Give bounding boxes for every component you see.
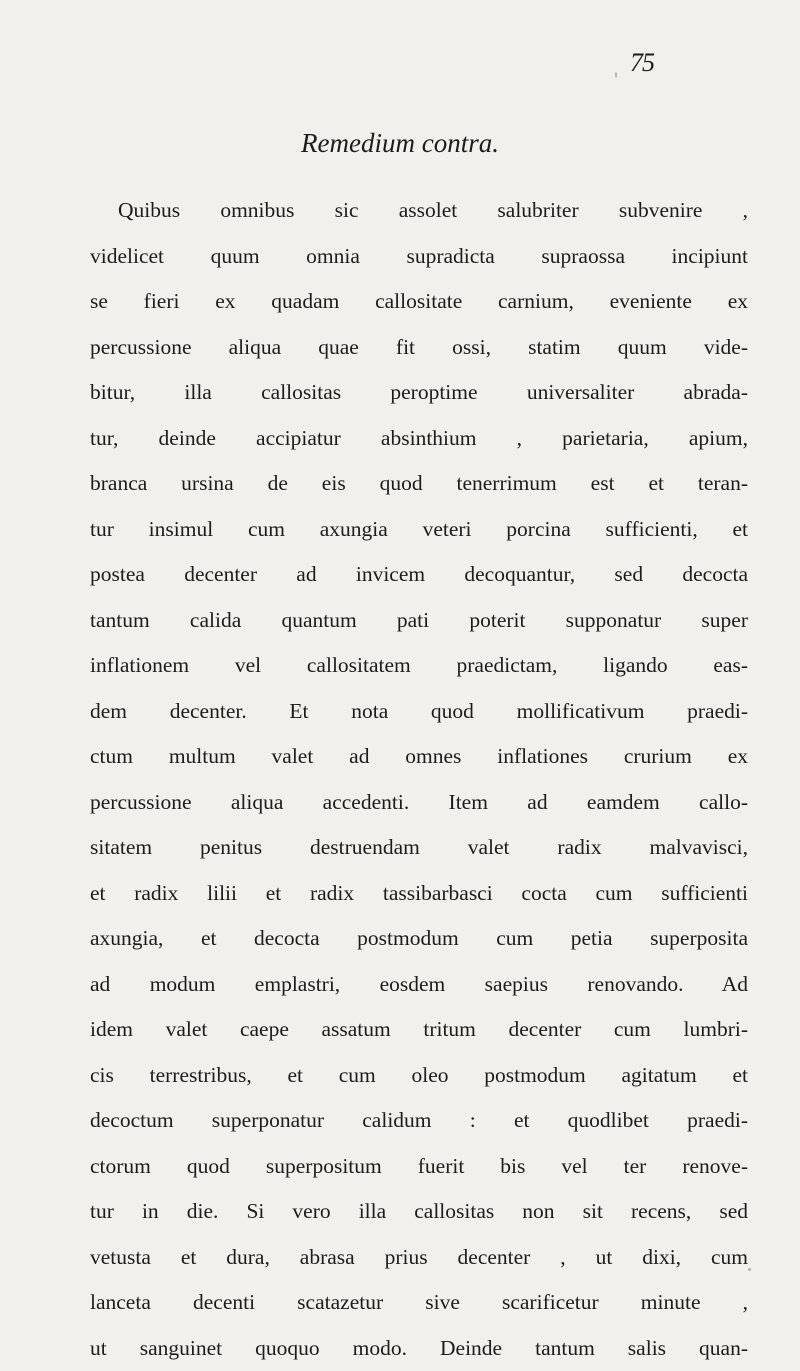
text-line: ctorum quod superpositum fuerit bis vel ter renove- — [90, 1144, 748, 1190]
text-line: videlicet quum omnia supradicta supraossa incipiunt — [90, 234, 748, 280]
text-line: sitatem penitus destruendam valet radix malvavisci, — [90, 825, 748, 871]
text-line: decoctum superponatur calidum : et quodlibet praedi- — [90, 1098, 748, 1144]
text-line: idem valet caepe assatum tritum decenter cum lumbri- — [90, 1007, 748, 1053]
text-line: dem decenter. Et nota quod mollificativum praedi- — [90, 689, 748, 735]
text-line: percussione aliqua accedenti. Item ad eamdem callo- — [90, 780, 748, 826]
text-line: lanceta decenti scatazetur sive scarificetur minute , — [90, 1280, 748, 1326]
section-heading: Remedium contra. — [0, 128, 800, 159]
body-text — [90, 188, 748, 1371]
paper-speck — [615, 72, 617, 78]
text-line: et radix lilii et radix tassibarbasci cocta cum sufficienti — [90, 871, 748, 917]
text-line: ad modum emplastri, eosdem saepius renovando. Ad — [90, 962, 748, 1008]
text-line: Quibus omnibus sic assolet salubriter subvenire , — [90, 188, 748, 234]
text-line: axungia, et decocta postmodum cum petia superposita — [90, 916, 748, 962]
text-line: ut sanguinet quoquo modo. Deinde tantum salis quan- — [90, 1326, 748, 1371]
text-line: cis terrestribus, et cum oleo postmodum agitatum et — [90, 1053, 748, 1099]
text-line: percussione aliqua quae fit ossi, statim quum vide- — [90, 325, 748, 371]
text-line: tantum calida quantum pati poterit supponatur super — [90, 598, 748, 644]
text-line: postea decenter ad invicem decoquantur, sed decocta — [90, 552, 748, 598]
paper-speck — [748, 1268, 751, 1271]
text-line: tur in die. Si vero illa callositas non sit recens, sed — [90, 1189, 748, 1235]
text-line: inflationem vel callositatem praedictam, ligando eas- — [90, 643, 748, 689]
text-line: tur, deinde accipiatur absinthium , parietaria, apium, — [90, 416, 748, 462]
text-line: vetusta et dura, abrasa prius decenter , ut dixi, cum — [90, 1235, 748, 1281]
text-line: se fieri ex quadam callositate carnium, eveniente ex — [90, 279, 748, 325]
text-line: tur insimul cum axungia veteri porcina sufficienti, et — [90, 507, 748, 553]
page-number: 75 — [630, 48, 654, 78]
text-line: ctum multum valet ad omnes inflationes crurium ex — [90, 734, 748, 780]
text-line: branca ursina de eis quod tenerrimum est et teran- — [90, 461, 748, 507]
text-line: bitur, illa callositas peroptime universaliter abrada- — [90, 370, 748, 416]
